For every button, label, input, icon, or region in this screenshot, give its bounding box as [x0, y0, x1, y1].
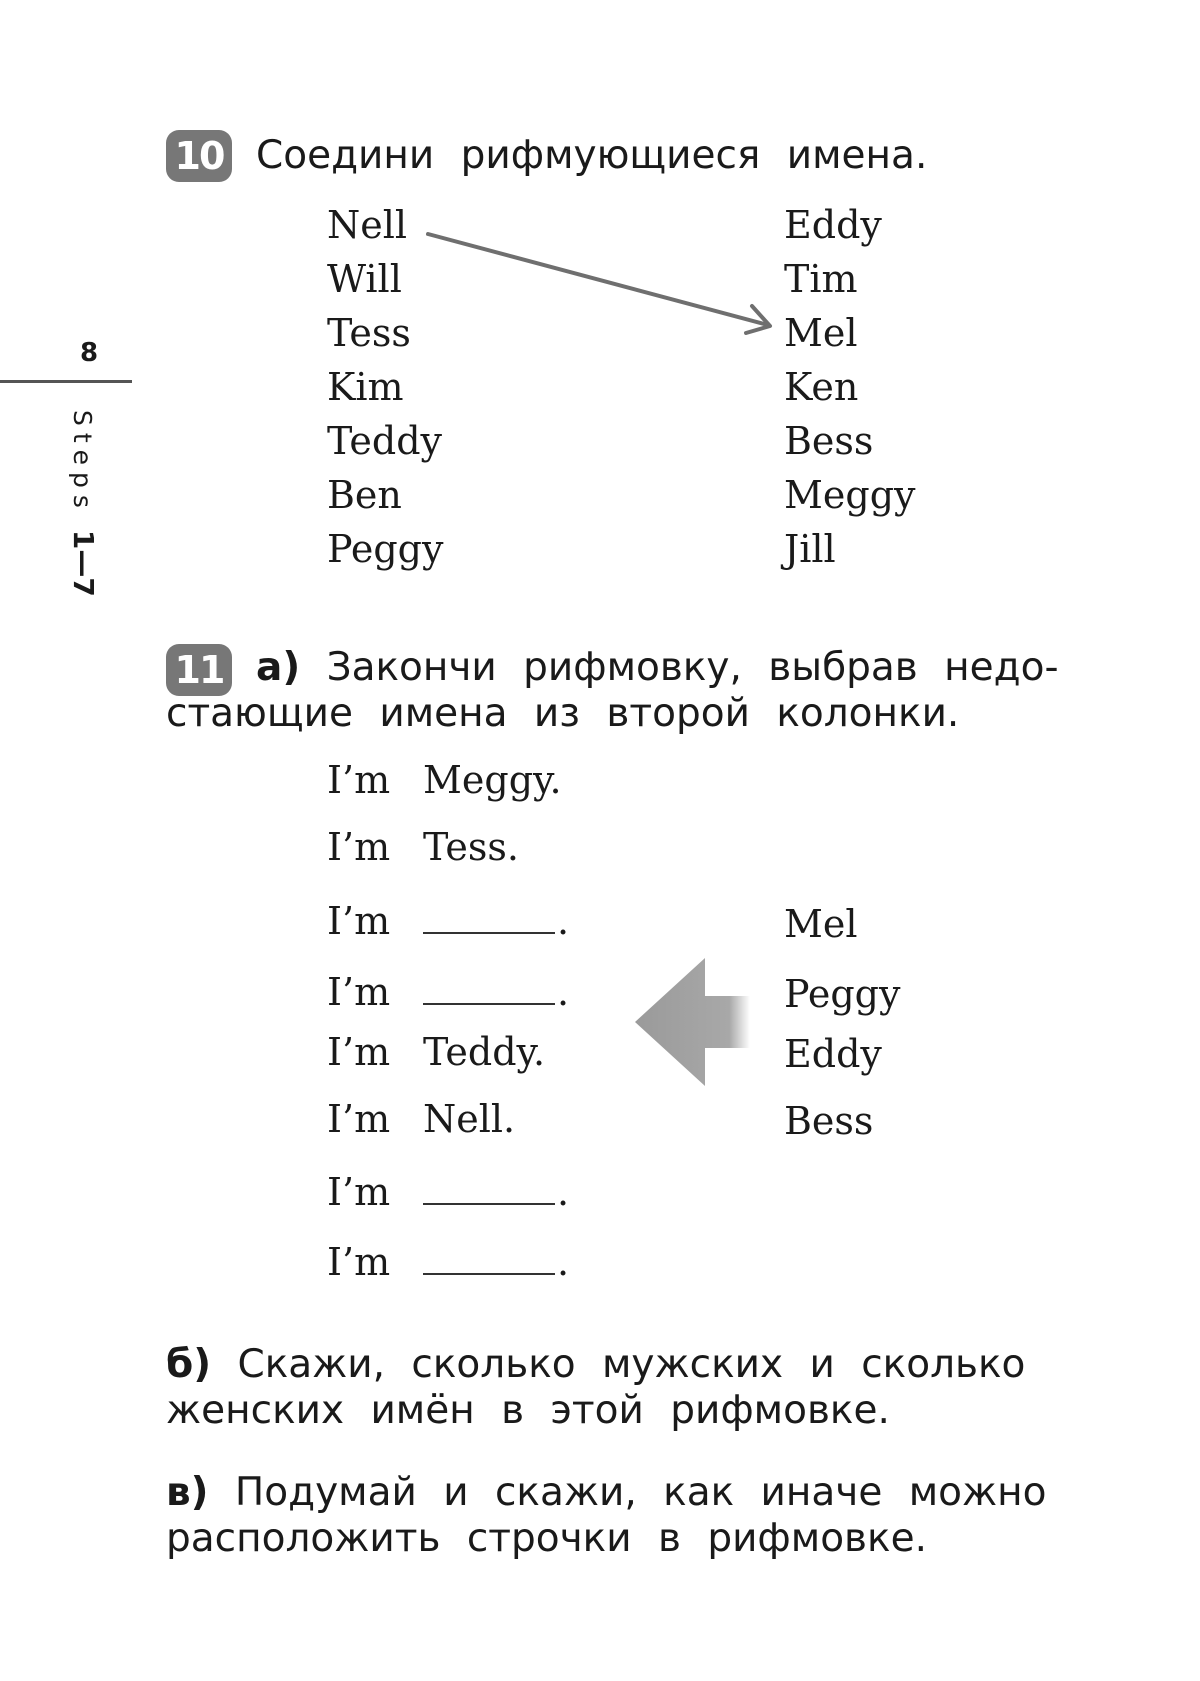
rhyme-line-blank [327, 1240, 569, 1284]
rhyme-line-blank [327, 1170, 569, 1214]
rhyme-name: Tess. [423, 825, 519, 869]
answer-blank[interactable] [423, 1199, 555, 1205]
rhyme-prefix: I’m [327, 1240, 391, 1284]
part-a-letter: а) [256, 645, 301, 690]
rhyme-prefix: I’m [327, 970, 391, 1014]
left-name[interactable]: Kim [327, 365, 404, 409]
rhyme-prefix: I’m [327, 1030, 391, 1074]
left-name[interactable]: Tess [327, 311, 411, 355]
left-arrow-icon [635, 958, 750, 1086]
answer-blank[interactable] [423, 999, 555, 1005]
right-name[interactable]: Jill [784, 527, 836, 571]
left-name[interactable]: Peggy [327, 527, 444, 571]
right-name[interactable]: Bess [784, 419, 874, 463]
section-range: 1—7 [67, 529, 100, 597]
rhyme-name: Meggy. [423, 758, 562, 802]
part-b-text: Скажи, сколько мужских и сколько [237, 1342, 1026, 1387]
answer-blank[interactable] [423, 1269, 555, 1275]
choice-name[interactable]: Bess [784, 1099, 874, 1143]
rhyme-line [327, 758, 562, 802]
part-a-text: Закончи рифмовку, выбрав недо- [326, 645, 1059, 690]
exercise-11-part-a-line2: стающие имена из второй колонки. [166, 691, 960, 736]
rhyme-end: . [557, 1170, 570, 1214]
rhyme-line [327, 1030, 545, 1074]
exercise-11-part-c-line2: расположить строчки в рифмовке. [166, 1516, 927, 1561]
example-connector-line [428, 234, 768, 325]
left-name[interactable]: Ben [327, 473, 402, 517]
choice-name[interactable]: Eddy [784, 1032, 882, 1076]
rhyme-end: . [557, 899, 570, 943]
part-c-text: Подумай и скажи, как иначе можно [234, 1470, 1047, 1515]
exercise-11-part-a-line1 [256, 645, 1059, 691]
rhyme-prefix: I’m [327, 1170, 391, 1214]
choice-name[interactable]: Peggy [784, 972, 901, 1016]
exercise-11-part-b-line1 [166, 1342, 1025, 1388]
exercise-11-part-b-line2: женских имён в этой рифмовке. [166, 1388, 890, 1433]
left-name[interactable]: Will [327, 257, 402, 301]
left-name[interactable]: Teddy [327, 419, 443, 463]
rhyme-end: . [557, 1240, 570, 1284]
exercise-10-badge: 10 [166, 130, 232, 182]
rhyme-line [327, 825, 519, 869]
rhyme-line-blank [327, 899, 569, 943]
rhyme-prefix: I’m [327, 758, 391, 802]
part-b-letter: б) [166, 1342, 212, 1387]
rhyme-line-blank [327, 970, 569, 1014]
right-name[interactable]: Ken [784, 365, 859, 409]
exercise-11-badge: 11 [166, 644, 232, 696]
answer-blank[interactable] [423, 928, 555, 934]
section-label-text: Steps [68, 410, 97, 515]
right-name[interactable]: Eddy [784, 203, 882, 247]
rhyme-name: Nell. [423, 1097, 516, 1141]
rhyme-line [327, 1097, 515, 1141]
page-number: 8 [80, 338, 99, 368]
right-name[interactable]: Meggy [784, 473, 916, 517]
left-name[interactable]: Nell [327, 203, 408, 247]
rhyme-prefix: I’m [327, 899, 391, 943]
part-c-letter: в) [166, 1470, 209, 1515]
right-name[interactable]: Mel [784, 311, 858, 355]
choice-name[interactable]: Mel [784, 902, 858, 946]
rhyme-name: Teddy. [423, 1030, 546, 1074]
right-name[interactable]: Tim [784, 257, 858, 301]
rhyme-prefix: I’m [327, 1097, 391, 1141]
rhyme-end: . [557, 970, 570, 1014]
exercise-11-part-c-line1 [166, 1470, 1047, 1516]
rhyme-prefix: I’m [327, 825, 391, 869]
exercise-10-instruction: Соедини рифмующиеся имена. [256, 133, 928, 178]
